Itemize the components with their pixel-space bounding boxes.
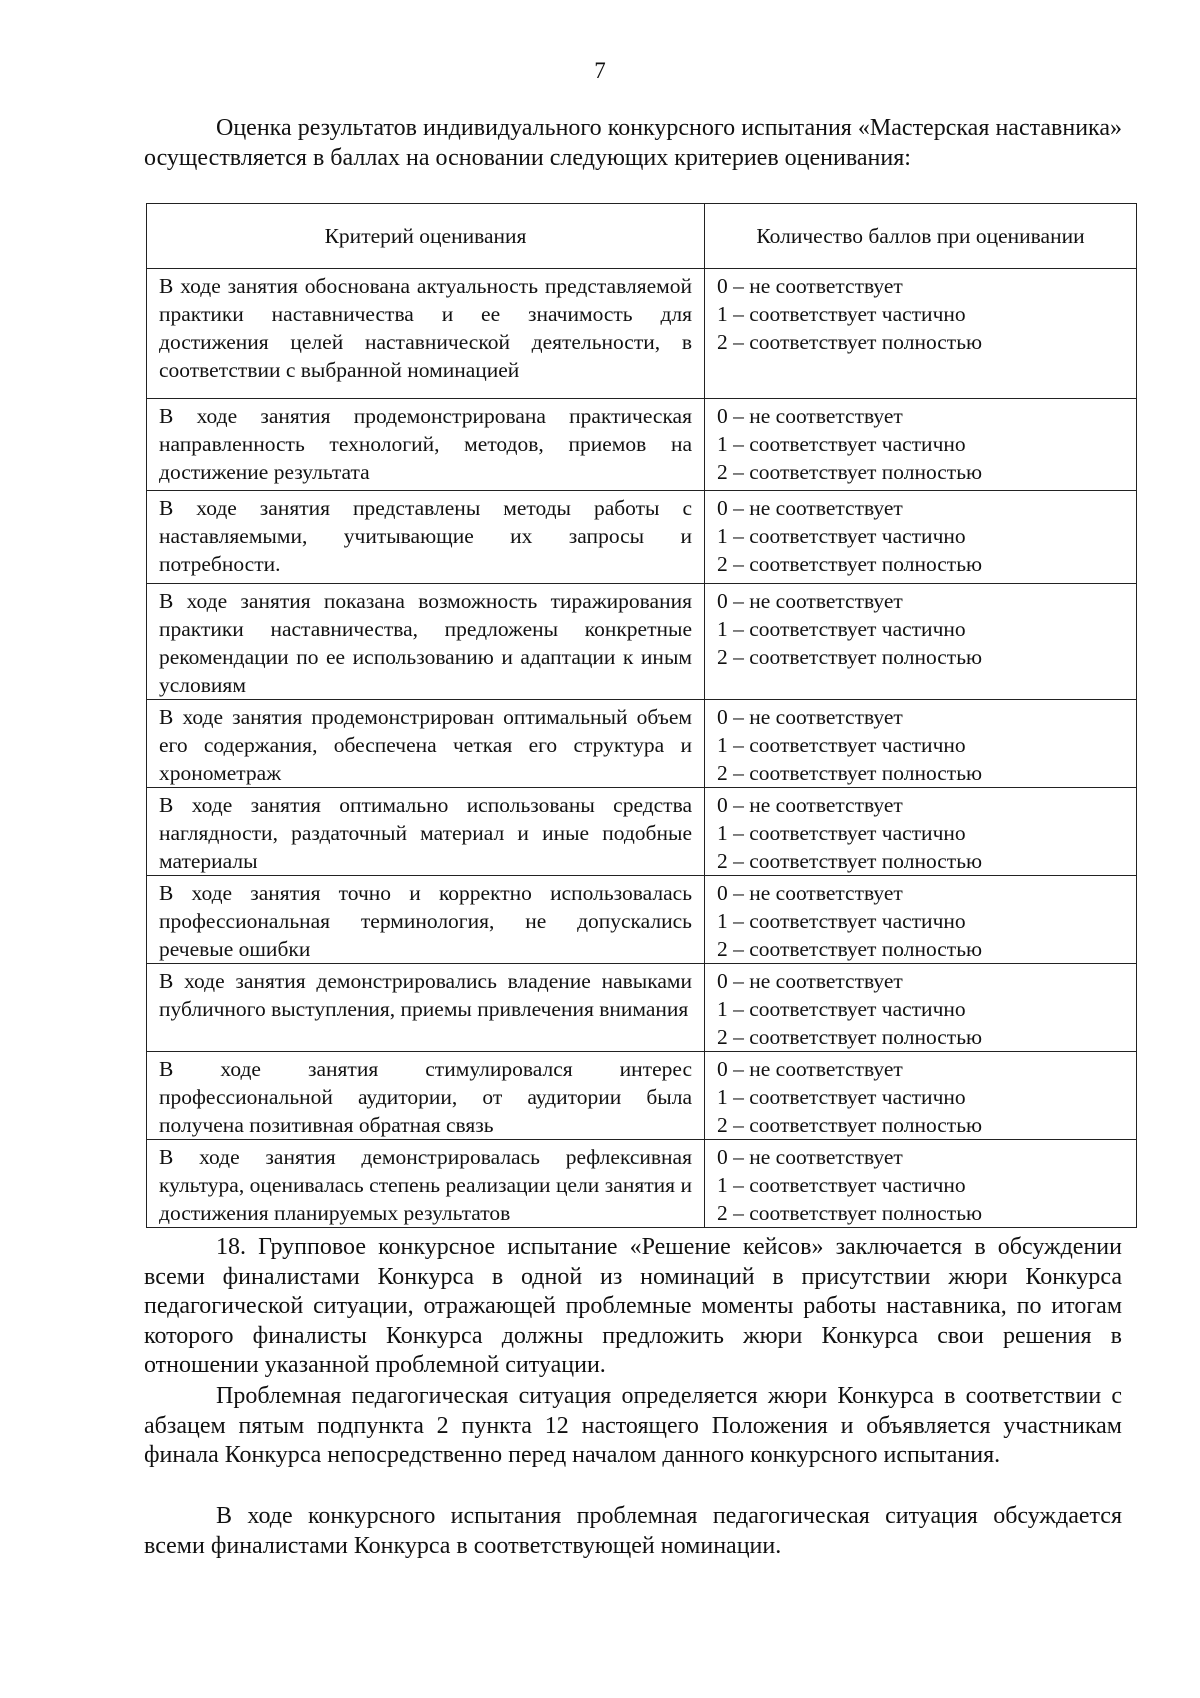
criterion-cell: В ходе занятия обоснована актуальность представляемой практики наставничества и ее значимость для достижения целей наставнической деятельности, в соответствии с выбранной номинацией: [147, 269, 705, 399]
score-line: 0 – не соответствует: [717, 969, 903, 993]
score-line: 1 – соответствует частично: [717, 909, 966, 933]
score-line: 2 – соответствует полностью: [717, 552, 983, 576]
scores-cell: [705, 1140, 1137, 1228]
table-row: [147, 269, 1137, 399]
score-line: 1 – соответствует частично: [717, 997, 966, 1021]
criterion-cell: В ходе занятия оптимально использованы средства наглядности, раздаточный материал и иные подобные материалы: [147, 788, 705, 876]
paragraph-discussion: В ходе конкурсного испытания проблемная педагогическая ситуация обсуждается всеми финалистами Конкурса в соответствующей номинации.: [144, 1503, 1122, 1559]
score-line: 2 – соответствует полностью: [717, 1025, 983, 1049]
score-line: 2 – соответствует полностью: [717, 937, 983, 961]
table-row: [147, 876, 1137, 964]
score-line: 0 – не соответствует: [717, 705, 903, 729]
score-line: 1 – соответствует частично: [717, 524, 966, 548]
score-line: 1 – соответствует частично: [717, 432, 966, 456]
scores-cell: [705, 876, 1137, 964]
scores-cell: [705, 964, 1137, 1052]
table-row: [147, 584, 1137, 700]
criterion-cell: В ходе занятия демонстрировались владение навыками публичного выступления, приемы привлечения внимания: [147, 964, 705, 1052]
score-line: 0 – не соответствует: [717, 793, 903, 817]
criterion-cell: В ходе занятия показана возможность тиражирования практики наставничества, предложены конкретные рекомендации по ее использованию и адаптации к иным условиям: [147, 584, 705, 700]
score-line: 2 – соответствует полностью: [717, 1201, 983, 1225]
score-line: 2 – соответствует полностью: [717, 761, 983, 785]
page-number: 7: [594, 58, 606, 83]
table-row: [147, 964, 1137, 1052]
intro-paragraph: Оценка результатов индивидуального конкурсного испытания «Мастерская наставника» осуществляется в баллах на основании следующих критериев оценивания:: [144, 115, 1122, 171]
criterion-cell: В ходе занятия точно и корректно использовалась профессиональная терминология, не допускались речевые ошибки: [147, 876, 705, 964]
score-line: 2 – соответствует полностью: [717, 460, 983, 484]
score-line: 1 – соответствует частично: [717, 1173, 966, 1197]
paragraph-18: 18. Групповое конкурсное испытание «Решение кейсов» заключается в обсуждении всеми финалистами Конкурса в одной из номинаций в присутствии жюри Конкурса педагогической ситуации, отражающей проблемные моменты работы наставника, по итогам которого финалисты Конкурса должны предложить жюри Конкурса свои решения в отношении указанной проблемной ситуации.: [144, 1234, 1122, 1378]
score-line: 0 – не соответствует: [717, 881, 903, 905]
table-row: [147, 1052, 1137, 1140]
score-line: 0 – не соответствует: [717, 589, 903, 613]
score-line: 0 – не соответствует: [717, 1145, 903, 1169]
table-row: [147, 700, 1137, 788]
scores-cell: [705, 584, 1137, 700]
score-line: 0 – не соответствует: [717, 404, 903, 428]
criterion-cell: В ходе занятия продемонстрирована практическая направленность технологий, методов, приемов на достижение результата: [147, 399, 705, 491]
criterion-cell: В ходе занятия продемонстрирован оптимальный объем его содержания, обеспечена четкая его структура и хронометраж: [147, 700, 705, 788]
scores-cell: [705, 491, 1137, 584]
table-row: [147, 399, 1137, 491]
scores-cell: [705, 700, 1137, 788]
criterion-cell: В ходе занятия демонстрировалась рефлексивная культура, оценивалась степень реализации цели занятия и достижения планируемых результатов: [147, 1140, 705, 1228]
score-line: 1 – соответствует частично: [717, 733, 966, 757]
criterion-cell: В ходе занятия стимулировался интерес профессиональной аудитории, от аудитории была получена позитивная обратная связь: [147, 1052, 705, 1140]
table-row: [147, 491, 1137, 584]
scores-cell: [705, 399, 1137, 491]
header-criterion: Критерий оценивания: [147, 204, 705, 269]
score-line: 1 – соответствует частично: [717, 821, 966, 845]
table-row: [147, 1140, 1137, 1228]
scores-cell: [705, 788, 1137, 876]
criteria-table: [146, 203, 1137, 1228]
score-line: 2 – соответствует полностью: [717, 1113, 983, 1137]
header-scores: Количество баллов при оценивании: [705, 204, 1137, 269]
score-line: 0 – не соответствует: [717, 496, 903, 520]
scores-cell: [705, 269, 1137, 399]
score-line: 2 – соответствует полностью: [717, 645, 983, 669]
table-header-row: [147, 204, 1137, 269]
score-line: 1 – соответствует частично: [717, 617, 966, 641]
criterion-cell: В ходе занятия представлены методы работы с наставляемыми, учитывающие их запросы и потребности.: [147, 491, 705, 584]
scores-cell: [705, 1052, 1137, 1140]
score-line: 2 – соответствует полностью: [717, 330, 983, 354]
score-line: 1 – соответствует частично: [717, 302, 966, 326]
score-line: 0 – не соответствует: [717, 274, 903, 298]
paragraph-problem-situation: Проблемная педагогическая ситуация определяется жюри Конкурса в соответствии с абзацем пятым подпункта 2 пункта 12 настоящего Положения и объявляется участникам финала Конкурса непосредственно перед началом данного конкурсного испытания.: [144, 1383, 1122, 1468]
table-row: [147, 788, 1137, 876]
score-line: 1 – соответствует частично: [717, 1085, 966, 1109]
score-line: 2 – соответствует полностью: [717, 849, 983, 873]
score-line: 0 – не соответствует: [717, 1057, 903, 1081]
